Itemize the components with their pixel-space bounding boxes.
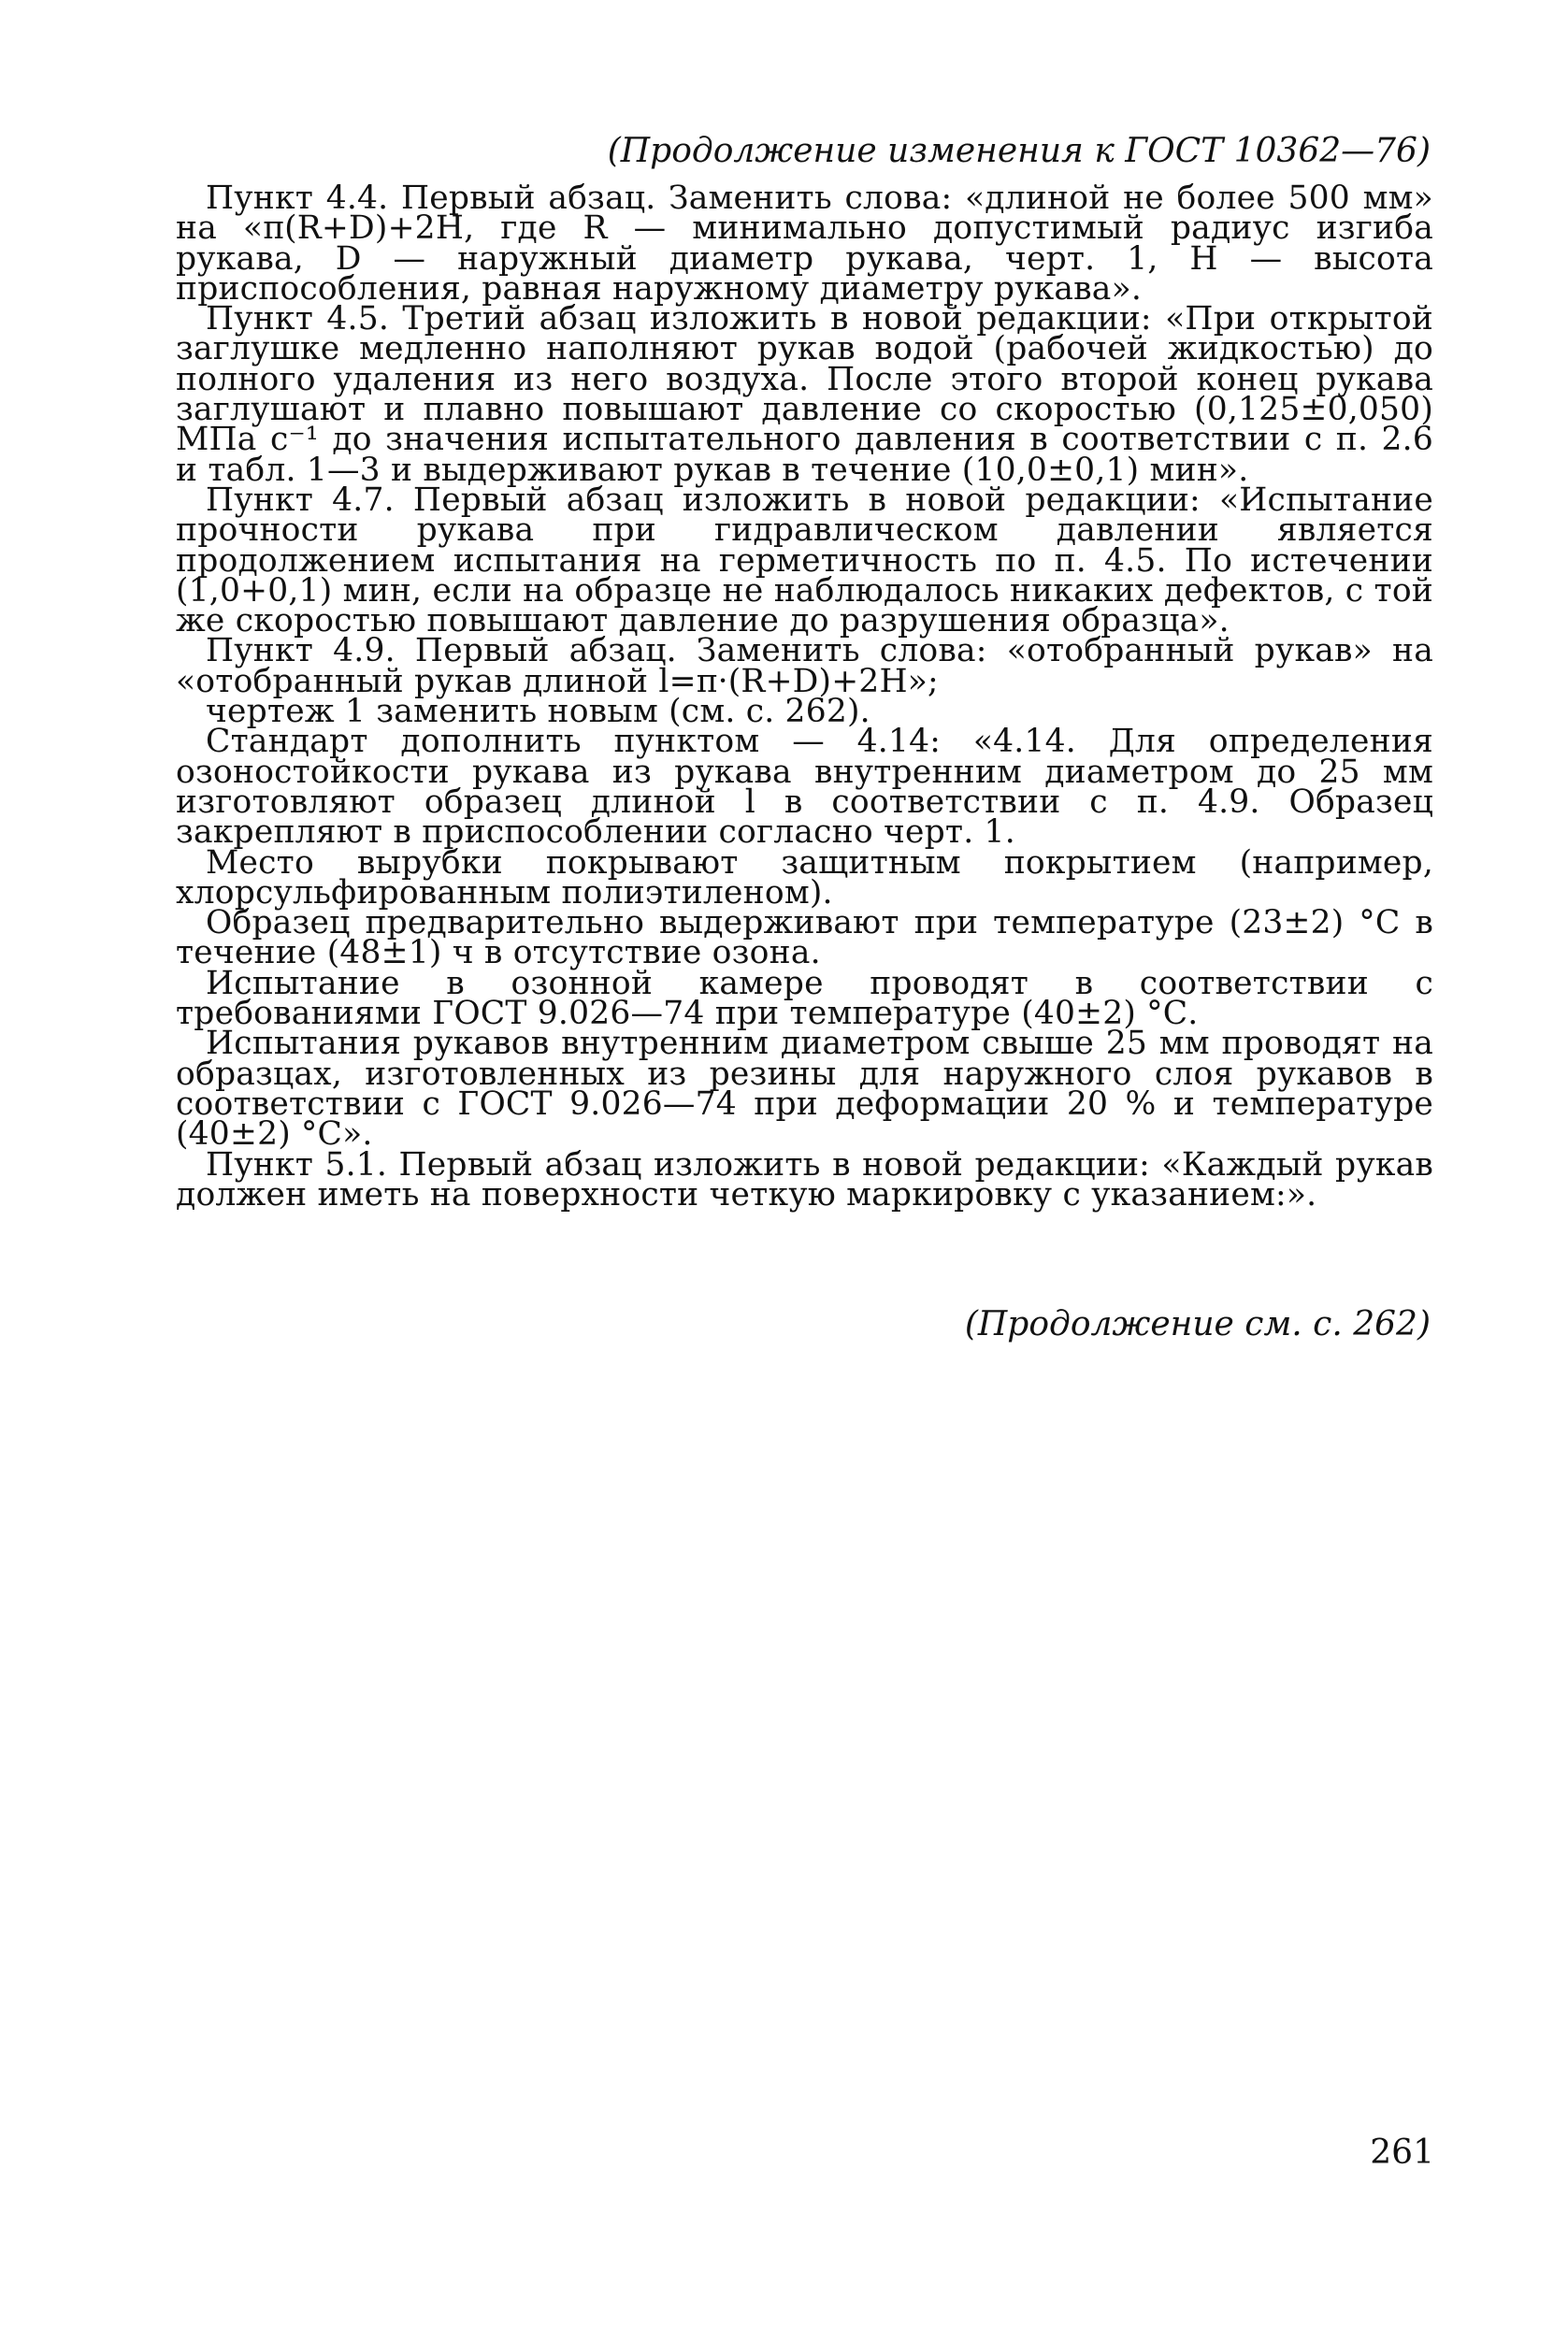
paragraph-item-4-7: Пункт 4.7. Первый абзац изложить в новой редакции: «Испытание прочности рукава при гидравлическом давлении является продолжением испытания на герметичность по п. 4.5. По истечении (1,0+0,1) мин, если на образце не наблюдалось никаких дефектов, с той же скоростью повышают давление до разрушения образца». — [176, 481, 1433, 640]
document-body — [176, 180, 1433, 1214]
continuation-note: (Продолжение см. с. 262) — [964, 1305, 1431, 1343]
paragraph-cutting-site: Место вырубки покрывают защитным покрытием (например, хлорсульфированным полиэтиленом). — [176, 843, 1433, 912]
paragraph-ozone-test: Испытание в озонной камере проводят в соответствии с требованиями ГОСТ 9.026—74 при температуре (40±2) °С. — [176, 964, 1433, 1033]
paragraph-item-4-4: Пункт 4.4. Первый абзац. Заменить слова: «длиной не более 500 мм» на «π(R+D)+2H, где R — минимально допустимый радиус изгиба рукава, D — наружный диаметр рукава, черт. 1, H — высота приспособления, равная наружному диаметру рукава». — [176, 180, 1433, 308]
paragraph-item-5-1: Пункт 5.1. Первый абзац изложить в новой редакции: «Каждый рукав должен иметь на поверхности четкую маркировку с указанием:». — [176, 1145, 1433, 1214]
paragraph-item-4-14: Стандарт дополнить пунктом — 4.14: «4.14. Для определения озоностойкости рукава из рукава внутренним диаметром до 25 мм изготовляют образец длиной l в соответствии с п. 4.9. Образец закрепляют в приспособлении согласно черт. 1. — [176, 723, 1433, 852]
paragraph-drawing-replace: чертеж 1 заменить новым (см. с. 262). — [206, 693, 870, 731]
paragraph-item-4-5: Пункт 4.5. Третий абзац изложить в новой редакции: «При открытой заглушке медленно наполняют рукав водой (рабочей жидкостью) до полного удаления из него воздуха. После этого второй конец рукава заглушают и плавно повышают давление со скоростью (0,125±0,050) МПа с⁻¹ до значения испытательного давления в соответствии с п. 2.6 и табл. 1—3 и выдерживают рукав в течение (10,0±0,1) мин». — [176, 300, 1433, 489]
page-header: (Продолжение изменения к ГОСТ 10362—76) — [607, 132, 1431, 170]
paragraph-item-4-9: Пункт 4.9. Первый абзац. Заменить слова: «отобранный рукав» на «отобранный рукав длиной l=π·(R+D)+2H»; — [176, 632, 1433, 700]
paragraph-large-diameter: Испытания рукавов внутренним диаметром свыше 25 мм проводят на образцах, изготовленных из резины для наружного слоя рукавов в соответствии с ГОСТ 9.026—74 при деформации 20 % и температуре (40±2) °С». — [176, 1025, 1433, 1154]
page-number: 261 — [1370, 2133, 1434, 2172]
paragraph-conditioning: Образец предварительно выдерживают при температуре (23±2) °С в течение (48±1) ч в отсутствие озона. — [176, 904, 1433, 972]
